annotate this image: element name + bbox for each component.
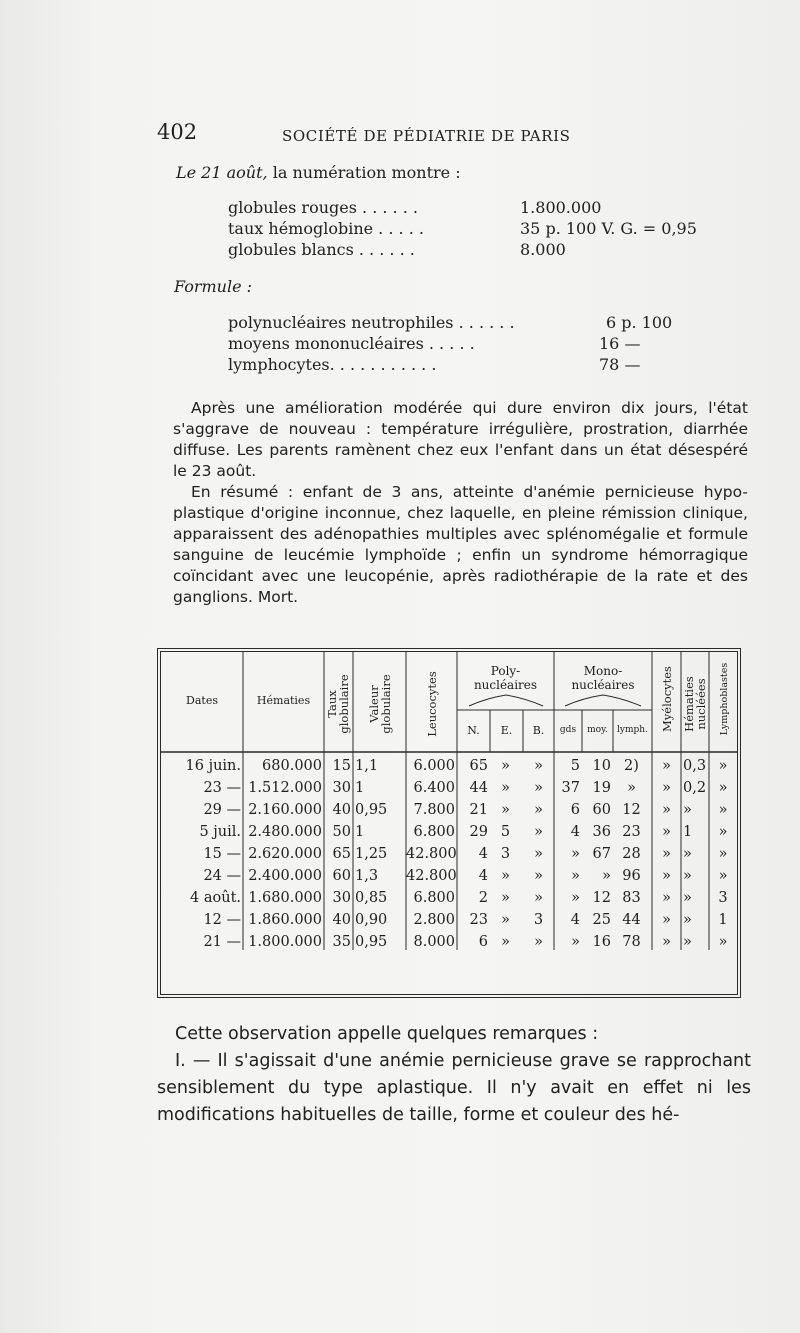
table-cell: » bbox=[571, 846, 580, 862]
table-cell: » bbox=[602, 868, 611, 884]
table-cell: 6.400 bbox=[413, 780, 455, 796]
list-item: globules rouges . . . . . . 1.800.000 bbox=[228, 198, 602, 217]
table-cell: 96 bbox=[622, 868, 641, 884]
formule-heading: Formule : bbox=[174, 277, 253, 296]
table-cell: 6 bbox=[570, 802, 580, 818]
table-cell: » bbox=[718, 758, 728, 774]
list-item: taux hémoglobine . . . . . 35 p. 100 V. G. = 0,95 bbox=[228, 219, 697, 238]
table-cell: 1.800.000 bbox=[248, 934, 322, 950]
table-cell: » bbox=[501, 868, 510, 884]
table-cell: » bbox=[501, 912, 510, 928]
table-cell: 83 bbox=[622, 890, 641, 906]
table-cell: » bbox=[662, 868, 671, 884]
table-cell: » bbox=[571, 890, 580, 906]
table-cell: 30 bbox=[332, 890, 351, 906]
table-cell: 1 bbox=[683, 824, 693, 840]
table-cell: 1 bbox=[718, 912, 728, 928]
table-cell: 4 bbox=[570, 912, 580, 928]
table-cell: 2.160.000 bbox=[248, 802, 322, 818]
table-cell: 19 bbox=[592, 780, 611, 796]
table-cell: 6 bbox=[478, 934, 488, 950]
data-table bbox=[157, 648, 741, 998]
table-cell: 50 bbox=[332, 824, 351, 840]
table-cell: » bbox=[683, 912, 692, 928]
list-item: lymphocytes. . . . . . . . . . . 78 — bbox=[228, 355, 641, 374]
table-cell: 23 bbox=[469, 912, 488, 928]
table-cell: » bbox=[683, 846, 692, 862]
table-cell: 3 bbox=[500, 846, 511, 862]
table-cell: 42.800 bbox=[406, 846, 457, 862]
table-cell: 40 bbox=[332, 802, 351, 818]
table-cell: 29 — bbox=[203, 802, 241, 818]
table-cell: 1 bbox=[355, 824, 365, 840]
table-cell: 2.400.000 bbox=[248, 868, 322, 884]
table-cell: 2.480.000 bbox=[248, 824, 322, 840]
table-cell: 23 — bbox=[203, 780, 241, 796]
table-cell: » bbox=[662, 824, 671, 840]
table-cell: » bbox=[662, 758, 671, 774]
col-header-e: E. bbox=[500, 724, 513, 737]
table-cell: 5 bbox=[500, 824, 511, 840]
table-cell: 29 bbox=[469, 824, 488, 840]
table-cell: 78 bbox=[622, 934, 641, 950]
col-header-gds: gds bbox=[559, 725, 577, 735]
table-cell: » bbox=[662, 934, 671, 950]
table-cell: 16 bbox=[592, 934, 611, 950]
table-cell: » bbox=[501, 890, 510, 906]
table-cell: 40 bbox=[332, 912, 351, 928]
table-cell: 28 bbox=[622, 846, 641, 862]
table-cell: » bbox=[627, 780, 636, 796]
body-paragraphs bbox=[173, 398, 748, 608]
table-cell: 1.860.000 bbox=[248, 912, 322, 928]
intro-line bbox=[176, 163, 461, 182]
table-cell: » bbox=[501, 802, 510, 818]
table-cell: 1 bbox=[355, 780, 365, 796]
table-cell: » bbox=[534, 846, 543, 862]
table-cell: 15 — bbox=[203, 846, 241, 862]
page-number: 402 bbox=[157, 120, 198, 144]
table-cell: 15 bbox=[332, 758, 351, 774]
col-header-leucocytes: Leucocytes bbox=[425, 671, 439, 737]
col-header-hematies: Hématies bbox=[256, 694, 311, 707]
table-cell: 4 bbox=[478, 868, 488, 884]
paragraph: Cette observation appelle quelques remarques : bbox=[175, 1024, 599, 1044]
table-cell: 42.800 bbox=[406, 868, 457, 884]
table-cell: 30 bbox=[332, 780, 351, 796]
table-cell: 60 bbox=[592, 802, 611, 818]
col-header-moy: moy. bbox=[587, 725, 608, 735]
table-cell: 44 bbox=[469, 780, 488, 796]
col-header-b: B. bbox=[532, 724, 545, 737]
table-cell: 5 bbox=[570, 758, 580, 774]
table-cell: 5 juil. bbox=[199, 824, 241, 840]
table-cell: 24 — bbox=[203, 868, 241, 884]
table-cell: » bbox=[718, 868, 728, 884]
table-cell: 1.680.000 bbox=[248, 890, 322, 906]
table-cell: 44 bbox=[622, 912, 641, 928]
table-cell: » bbox=[683, 802, 692, 818]
table-cell: 4 bbox=[570, 824, 580, 840]
table-cell: » bbox=[683, 890, 692, 906]
table-cell: 10 bbox=[592, 758, 611, 774]
table-cell: » bbox=[662, 912, 671, 928]
table-cell: » bbox=[534, 934, 543, 950]
table-cell: » bbox=[571, 868, 580, 884]
table-cell: 16 juin. bbox=[185, 758, 241, 774]
table-cell: » bbox=[534, 868, 543, 884]
list-item: polynucléaires neutrophiles . . . . . . 6 p. 100 bbox=[228, 313, 673, 332]
table-cell: » bbox=[534, 890, 543, 906]
table-cell: 12 bbox=[622, 802, 641, 818]
table-cell: 0,85 bbox=[355, 890, 388, 906]
col-header-taux: Taux globulaire bbox=[325, 674, 351, 734]
table-cell: 0,3 bbox=[683, 758, 707, 774]
paragraph: Après une amélioration modérée qui dure environ dix jours, l'état s'aggrave de nouveau : température irrégulière, prostration, diarrhée diffuse. Les parents ramènent chez eux l'enfant dans un état désespéré le 23 août. bbox=[173, 399, 748, 480]
table-cell: 2) bbox=[624, 758, 639, 774]
table-cell: 680.000 bbox=[262, 758, 322, 774]
table-cell: 0,90 bbox=[355, 912, 388, 928]
col-header-lymphoblastes: Lymphoblastes bbox=[719, 662, 730, 736]
paragraph: En résumé : enfant de 3 ans, atteinte d'anémie pernicieuse hypo-plastique d'origine inconnue, chez laquelle, en pleine rémission clinique, apparaissent des adénopathies multiples avec splénomégalie et formule sanguine de leucémie lymphoïde ; enfin un syndrome hémorragique coïncidant avec une leucopénie, après radiothérapie de la rate et des ganglions. Mort. bbox=[173, 483, 748, 606]
col-header-dates: Dates bbox=[186, 694, 218, 707]
table-cell: » bbox=[683, 934, 692, 950]
table-cell: 6.000 bbox=[413, 758, 455, 774]
table-cell: » bbox=[718, 934, 728, 950]
table-cell: 0,95 bbox=[355, 802, 388, 818]
table-cell: 3 bbox=[718, 890, 728, 906]
table-cell: 65 bbox=[332, 846, 351, 862]
table-cell: » bbox=[501, 934, 510, 950]
table-cell: » bbox=[662, 802, 671, 818]
table-cell: 25 bbox=[592, 912, 611, 928]
date-italic: Le 21 août, bbox=[176, 163, 268, 182]
table-cell: 21 bbox=[469, 802, 488, 818]
table-cell: 67 bbox=[592, 846, 611, 862]
table-cell: » bbox=[662, 846, 671, 862]
table-cell: 2 bbox=[478, 890, 488, 906]
table-cell: 23 bbox=[622, 824, 641, 840]
table-cell: 4 bbox=[478, 846, 488, 862]
table-cell: 35 bbox=[332, 934, 351, 950]
formula-list bbox=[228, 313, 718, 376]
table-cell: » bbox=[718, 846, 728, 862]
col-header-lymph: lymph. bbox=[617, 725, 648, 735]
table-cell: 6.800 bbox=[413, 824, 455, 840]
list-item: moyens mononucléaires . . . . . 16 — bbox=[228, 334, 641, 353]
col-header-mono: Mono- nucléaires bbox=[571, 664, 635, 692]
table-cell: » bbox=[534, 758, 543, 774]
table-cell: 37 bbox=[561, 780, 580, 796]
table-cell: 4 août. bbox=[190, 890, 241, 906]
table-cell: 7.800 bbox=[413, 802, 455, 818]
table-cell: » bbox=[718, 824, 728, 840]
table-cell: 12 bbox=[592, 890, 611, 906]
table-cell: » bbox=[662, 780, 671, 796]
table-cell: 12 — bbox=[203, 912, 241, 928]
table-cell: 1,3 bbox=[355, 868, 379, 884]
table-cell: » bbox=[534, 802, 543, 818]
table-cell: » bbox=[718, 780, 728, 796]
table-cell: » bbox=[501, 758, 510, 774]
table-cell: 65 bbox=[469, 758, 488, 774]
closing-paragraphs bbox=[157, 1021, 751, 1129]
table-cell: 36 bbox=[592, 824, 611, 840]
table-cell: 0,95 bbox=[355, 934, 388, 950]
table-cell: 2.800 bbox=[413, 912, 455, 928]
table-cell: » bbox=[662, 890, 671, 906]
blood-count-list bbox=[228, 198, 718, 261]
paragraph: I. — Il s'agissait d'une anémie pernicieuse grave se rapprochant sensiblement du type aplastique. Il n'y avait en effet ni les modifications habituelles de taille, forme et couleur des hé- bbox=[157, 1051, 751, 1125]
table-cell: 60 bbox=[332, 868, 351, 884]
table-cell: » bbox=[571, 934, 580, 950]
table-cell: » bbox=[718, 802, 728, 818]
table-cell: 0,2 bbox=[683, 780, 707, 796]
running-title: SOCIÉTÉ DE PÉDIATRIE DE PARIS bbox=[282, 127, 571, 145]
intro-text: la numération montre : bbox=[267, 163, 461, 182]
table-cell: » bbox=[534, 780, 543, 796]
table-cell: 8.000 bbox=[413, 934, 455, 950]
table-cell: 1,25 bbox=[355, 846, 388, 862]
col-header-hematies-nucleees: Hématies nucléées bbox=[682, 676, 708, 732]
table-cell: » bbox=[534, 824, 543, 840]
table-cell: » bbox=[501, 780, 510, 796]
table-cell: 2.620.000 bbox=[248, 846, 322, 862]
table-cell: 6.800 bbox=[413, 890, 455, 906]
table-cell: 1.512.000 bbox=[248, 780, 322, 796]
list-item: globules blancs . . . . . . 8.000 bbox=[228, 240, 566, 259]
col-header-n: N. bbox=[467, 724, 480, 737]
table-cell: 3 bbox=[533, 912, 544, 928]
col-header-valeur: Valeur globulaire bbox=[367, 674, 393, 734]
col-header-poly: Poly- nucléaires bbox=[473, 664, 538, 692]
table-cell: 1,1 bbox=[355, 758, 379, 774]
col-header-myelocytes: Myélocytes bbox=[660, 666, 674, 732]
table-cell: » bbox=[683, 868, 692, 884]
table-cell: 21 — bbox=[203, 934, 241, 950]
